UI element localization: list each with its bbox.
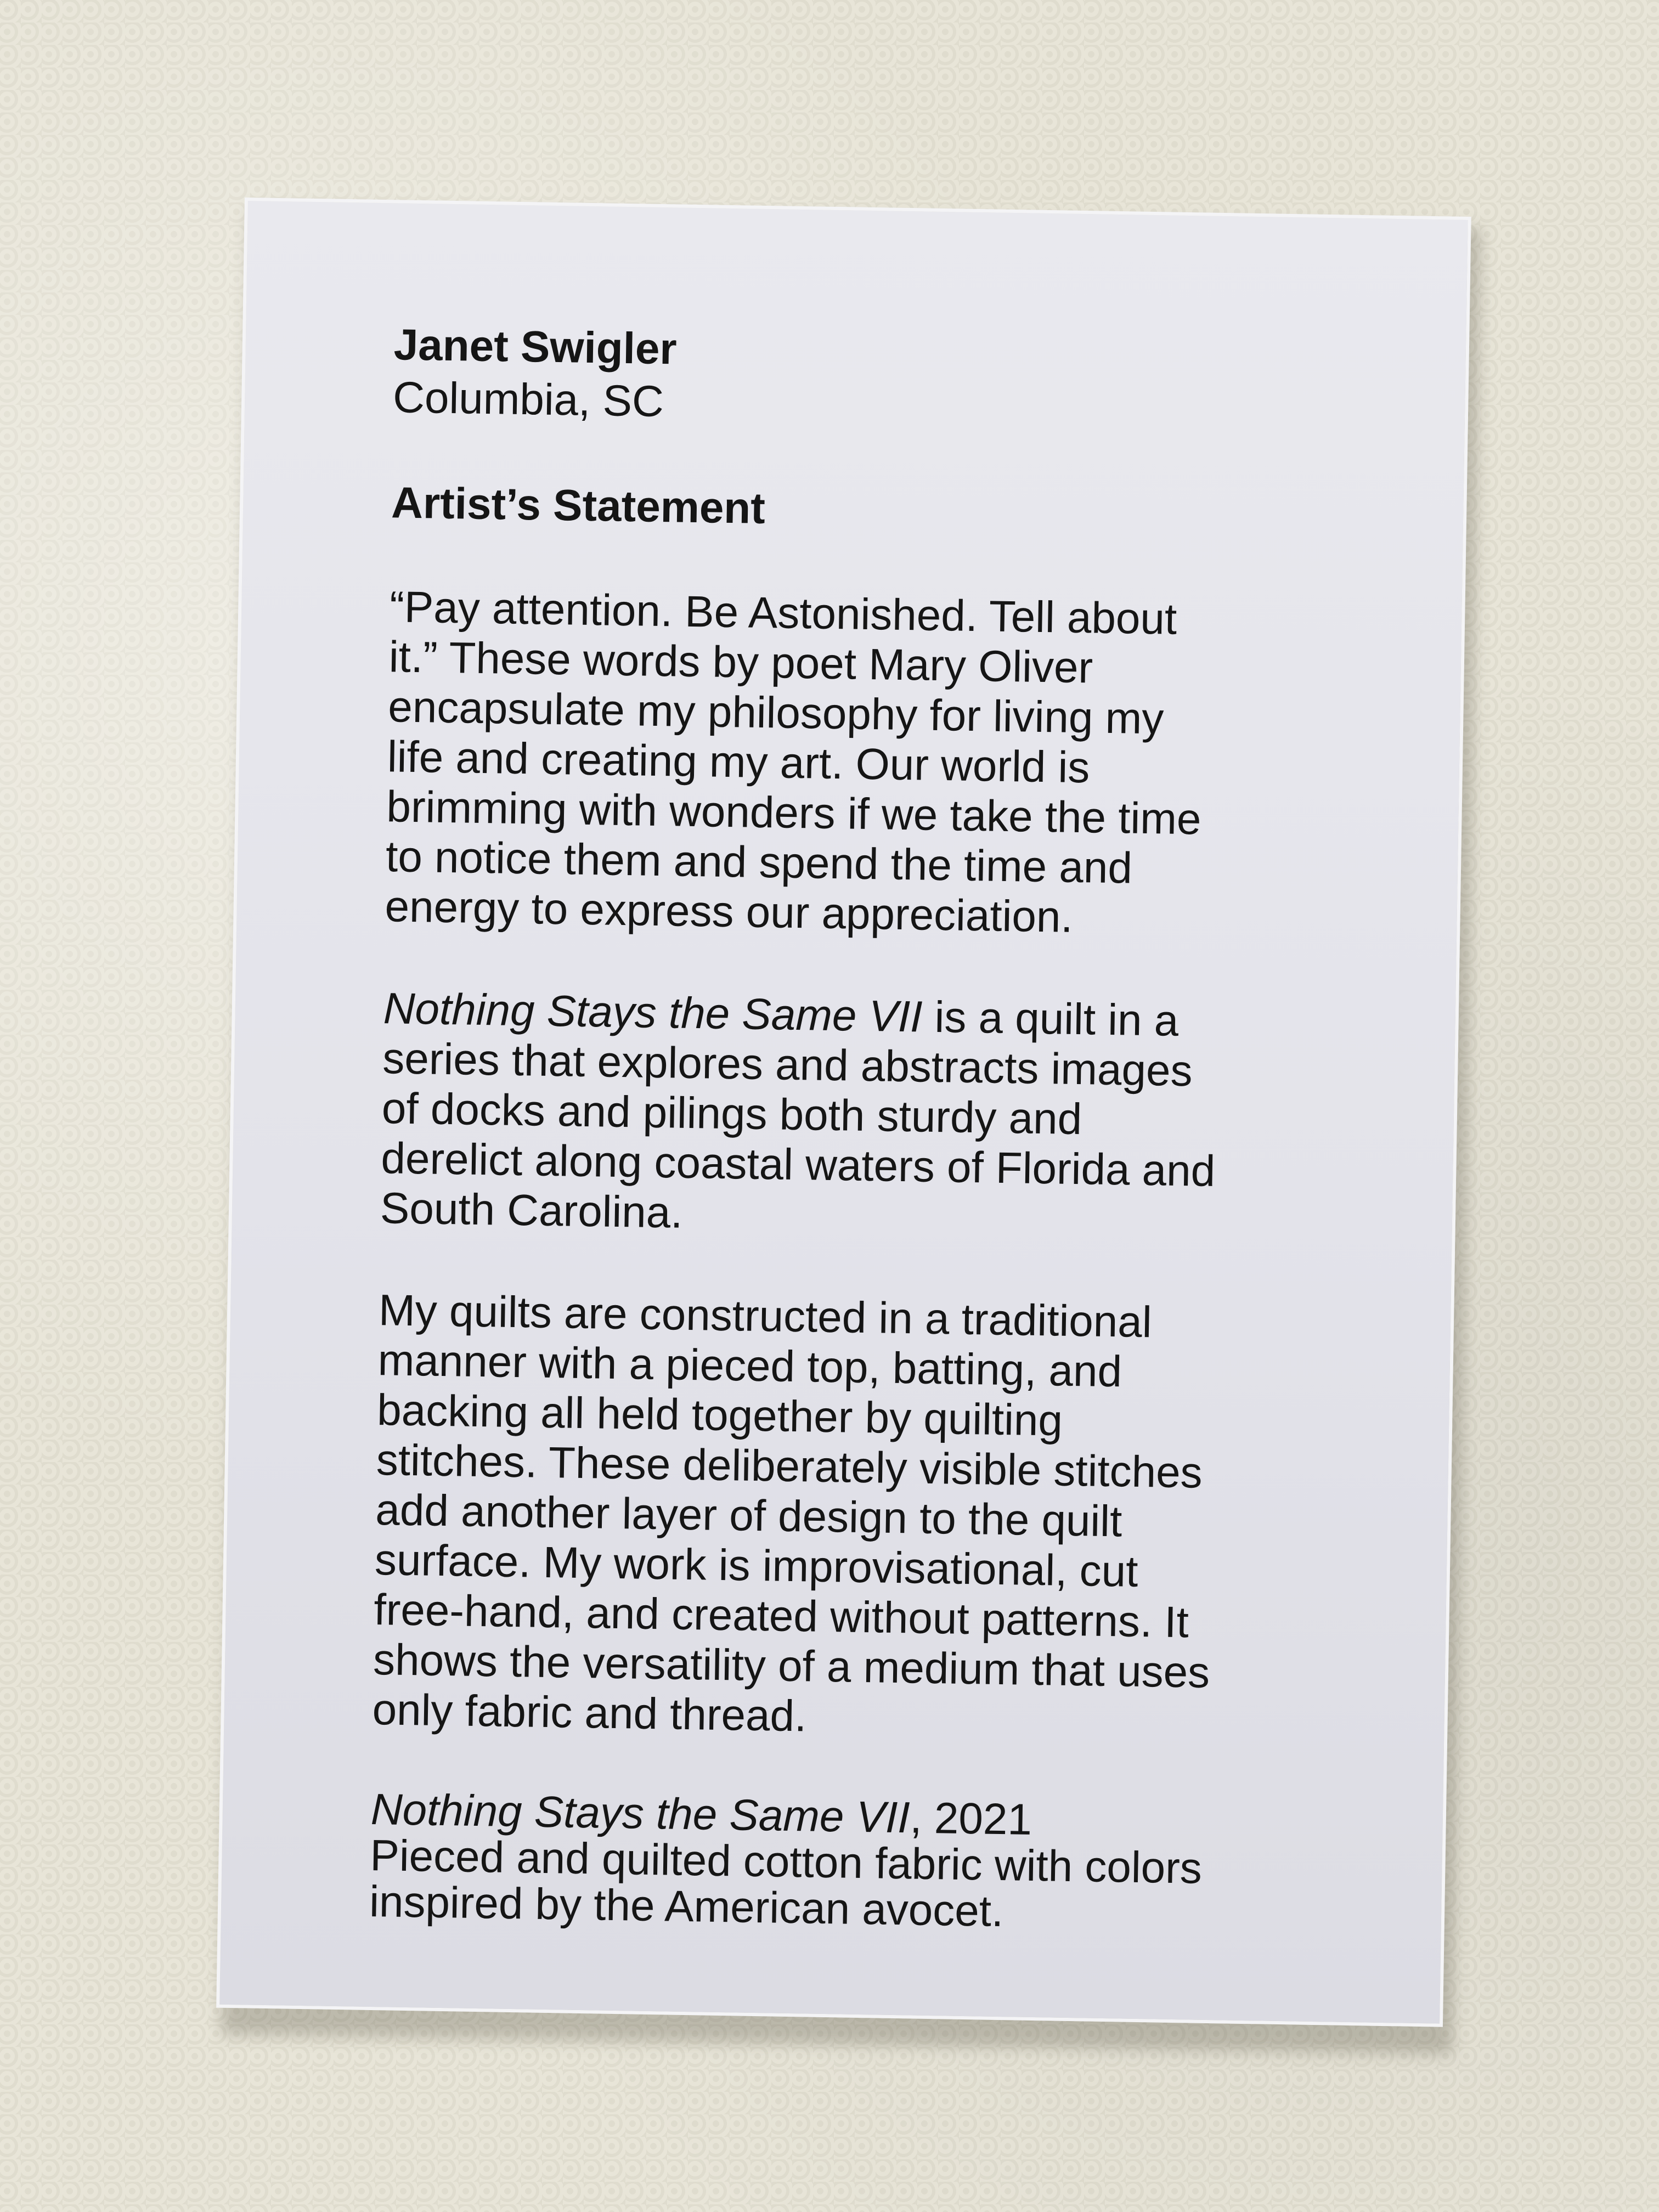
artist-location: Columbia, SC [392,373,664,426]
statement-paragraph-2-text: is a quilt in a series that explores and abstracts images of docks and pilings both sturdy and derelict along coastal waters of Florida and South Carolina. [380,992,1216,1237]
work-description: Pieced and quilted cotton fabric with colors inspired by the American avocet. [369,1830,1203,1936]
statement-paragraph-1: “Pay attention. Be Astonished. Tell about it.” These words by poet Mary Oliver encapsulate my philosophy for living my life and creating my art. Our world is brimming with wonders if we take the time to notice them and spend the time and energy to express our appreciation. [385,582,1202,941]
quilt-title-italic: Nothing Stays the Same VII [383,984,923,1041]
statement-paragraph-2 [380,983,1398,1249]
artist-name: Janet Swigler [393,320,678,374]
work-year: , 2021 [909,1793,1032,1844]
statement-paragraph-3: My quilts are constructed in a traditional manner with a pieced top, batting, and backing all held together by quilting stitches. These deliberately visible stitches add another layer of design to the quilt surface. My work is improvisational, cut free-hand, and created without patterns. It shows the versatility of a medium that uses only fabric and thread. [372,1285,1210,1741]
statement-heading: Artist’s Statement [391,478,766,533]
artist-placard [216,198,1471,2027]
work-title: Nothing Stays the Same VII [370,1784,911,1842]
placard-content [369,318,1409,1940]
